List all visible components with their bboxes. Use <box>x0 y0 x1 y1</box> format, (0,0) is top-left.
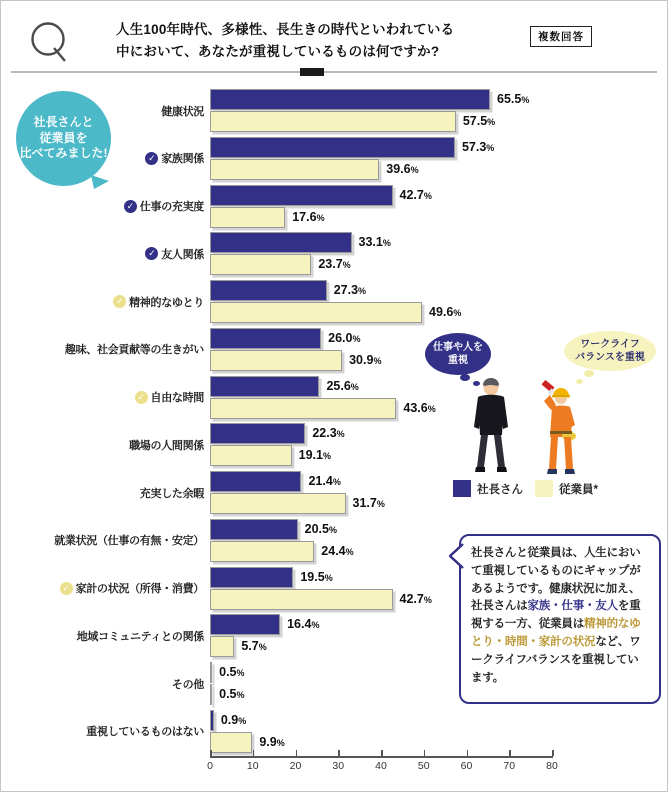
employee-thought-bubble: ワークライフ バランスを重視 <box>564 331 656 371</box>
president-value-label: 0.5% <box>219 665 245 679</box>
president-value-label: 20.5% <box>304 521 337 536</box>
category-label <box>1 709 204 753</box>
summary-note-text: 社長さんと従業員は、人生において重視しているものにギャップがあるようです。健康状況に加え、社長さんは家族・仕事・友人を重視する一方、従業員は精神的なゆとり・時間・家計の状況など、ワークライフバランスを重視しています。 <box>471 547 641 684</box>
category-label-text: 趣味、社会貢献等の生きがい <box>64 344 204 357</box>
employee-value-label: 19.1% <box>298 448 331 463</box>
president-bar <box>210 232 352 253</box>
president-swatch <box>453 480 471 497</box>
employee-bar <box>210 541 314 562</box>
category-label <box>1 280 204 324</box>
category-label <box>1 423 204 467</box>
legend <box>453 480 598 497</box>
president-bar <box>210 567 293 588</box>
president-value-label: 21.4% <box>308 474 341 488</box>
title-line-1: 人生100年時代、多様性、長生きの時代といわれている <box>116 22 455 37</box>
president-value-label: 33.1% <box>358 235 391 250</box>
category-label-text: 家計の状況（所得・消費） <box>75 583 204 595</box>
category-label <box>1 614 204 658</box>
president-bar <box>210 328 321 349</box>
category-label <box>1 662 204 706</box>
thought-dot <box>473 381 480 386</box>
president-value-label: 22.3% <box>312 426 345 441</box>
axis-tick-label: 20 <box>289 760 302 772</box>
axis-tick-label: 30 <box>332 760 345 772</box>
summary-note-box <box>459 534 661 704</box>
president-value-label: 0.9% <box>220 712 247 727</box>
employee-value-label: 57.5% <box>462 114 496 128</box>
president-value-label: 25.6% <box>326 378 359 393</box>
category-label <box>1 471 204 515</box>
yellow-check-icon: ✓ <box>113 295 126 308</box>
axis-tick-label: 80 <box>546 760 558 772</box>
employee-swatch <box>535 480 553 497</box>
employee-value-label: 24.4% <box>321 543 354 558</box>
president-value-label: 16.4% <box>287 617 320 632</box>
yellow-check-icon: ✓ <box>60 582 73 595</box>
category-label-text: その他 <box>171 678 204 691</box>
axis-tick-label: 0 <box>207 760 213 772</box>
thought-dot <box>584 370 594 377</box>
multiple-answer-badge: 複数回答 <box>530 26 592 47</box>
category-label <box>1 518 204 562</box>
president-value-label: 57.3% <box>461 139 495 154</box>
category-label-text: 自由な時間 <box>150 392 204 404</box>
category-label <box>1 375 204 419</box>
category-label-text: 友人関係 <box>161 248 204 261</box>
president-value-label: 27.3% <box>333 283 367 297</box>
employee-value-label: 0.5% <box>219 687 245 701</box>
president-bar <box>210 280 327 301</box>
thought-dot <box>576 379 583 384</box>
employee-bar <box>210 207 285 228</box>
legend-president-label: 社長さん <box>477 483 523 496</box>
axis-tick-label: 70 <box>503 760 516 772</box>
navy-check-icon: ✓ <box>145 247 158 260</box>
employee-bar <box>210 732 252 753</box>
president-value-label: 42.7% <box>399 187 432 202</box>
thought-dot <box>460 374 470 381</box>
president-illustration <box>471 377 511 482</box>
president-bar <box>210 614 280 635</box>
employee-value-label: 49.6% <box>429 305 462 319</box>
legend-item-president <box>453 480 523 497</box>
category-label-text: 健康状況 <box>161 105 204 118</box>
yellow-check-icon: ✓ <box>135 391 148 404</box>
president-bar <box>210 423 305 444</box>
category-label-text: 充実した余暇 <box>139 487 204 500</box>
employee-value-label: 42.7% <box>399 591 432 606</box>
president-bar <box>210 137 455 158</box>
employee-bar <box>210 111 456 132</box>
president-bar <box>210 471 301 492</box>
category-label-text: 就業状況（仕事の有無・安定） <box>54 535 204 548</box>
employee-bar <box>210 445 292 466</box>
category-label-text: 重視しているものはない <box>86 726 204 739</box>
category-label-text: 地域コミュニティとの関係 <box>76 630 204 643</box>
employee-value-label: 5.7% <box>241 639 267 654</box>
employee-illustration <box>537 379 581 482</box>
president-bar <box>210 662 212 683</box>
category-label-text: 家族関係 <box>161 153 204 166</box>
president-value-label: 26.0% <box>328 330 361 345</box>
president-thought-bubble: 仕事や人を 重視 <box>425 333 491 375</box>
category-label-text: 精神的なゆとり <box>129 296 204 309</box>
employee-bar <box>210 589 393 610</box>
president-bar <box>210 185 393 206</box>
x-axis-line <box>210 756 553 758</box>
axis-tick-label: 60 <box>460 760 473 772</box>
legend-employee-label: 従業員* <box>559 483 598 496</box>
navy-check-icon: ✓ <box>145 152 158 165</box>
employee-value-label: 9.9% <box>259 734 285 749</box>
employee-value-label: 30.9% <box>349 352 382 367</box>
category-label-text: 仕事の充実度 <box>139 201 204 213</box>
employee-bar <box>210 350 342 371</box>
employee-bar <box>210 254 311 275</box>
axis-tick-label: 40 <box>375 760 387 772</box>
axis-tick-label: 10 <box>246 760 259 772</box>
employee-value-label: 23.7% <box>318 257 351 272</box>
employee-bar <box>210 159 379 180</box>
legend-item-employee <box>535 480 598 497</box>
category-label <box>1 327 204 371</box>
category-label <box>1 566 204 610</box>
president-value-label: 65.5% <box>497 92 530 106</box>
category-label <box>1 232 204 276</box>
employee-bar <box>210 398 396 419</box>
employee-value-label: 39.6% <box>386 161 419 176</box>
employee-bar <box>210 636 234 657</box>
employee-bar <box>210 493 346 514</box>
president-bar <box>210 89 490 110</box>
president-bar <box>210 376 319 397</box>
axis-tick-label: 50 <box>417 760 430 772</box>
employee-value-label: 17.6% <box>292 209 325 224</box>
president-value-label: 19.5% <box>300 569 333 584</box>
title-line-2: 中において、あなたが重視しているものは何ですか? <box>116 43 440 59</box>
employee-value-label: 43.6% <box>403 400 436 415</box>
comparison-callout-bubble: 社長さんと 従業員を 比べてみました! <box>16 91 111 186</box>
employee-value-label: 31.7% <box>352 496 385 510</box>
employee-bar <box>210 302 422 323</box>
navy-check-icon: ✓ <box>124 200 137 213</box>
president-bar <box>210 519 298 540</box>
note-box-tail <box>449 542 464 575</box>
category-label-text: 職場の人間関係 <box>129 439 204 452</box>
employee-bar <box>210 684 212 705</box>
callout-tail <box>89 173 111 196</box>
president-bar <box>210 710 214 731</box>
